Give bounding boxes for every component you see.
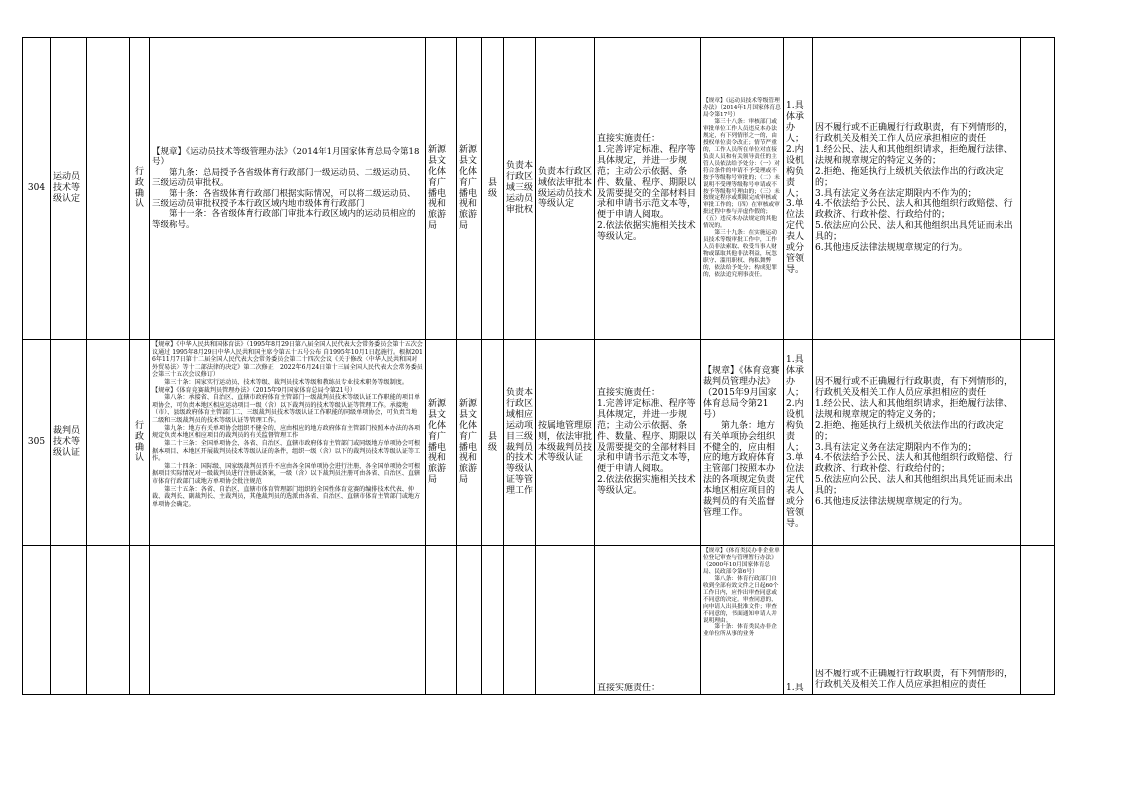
item-name: 裁判员技术等级认证 [51, 340, 87, 546]
responsibility-table [22, 37, 1055, 695]
implementation-duty: 直接实施责任： 1.完善评定标准、程序等具体规定，并进一步规范；主动公示依据、条件、数量、程序、期限以及需要提交的全部材料目录和申请书示范文本等，便于申请人阅取。 2.依法依据实施相关技术等级认定。 [595, 38, 701, 340]
level: 县级 [482, 340, 504, 546]
item-type: 行政确认 [130, 340, 150, 546]
legal-basis: 【规章】《运动员技术等级管理办法》（2014年1月国家体育总局令第18号） 第九条：总局授予各省级体育行政部门一级运动员、二级运动员、三级运动员审批权。 第十条：各省级体育行政部门根据实际情况，可以将二级运动员、三级运动员审批权授予本行政区域内地市级体育行政部门 第十一条：各省级体育行政部门审批本行政区域内的运动员相应的等级称号。 [150, 38, 426, 340]
legal-basis [150, 546, 426, 695]
implementing-agency-2: 新源县文化体育广播电视和旅游局 [457, 38, 482, 340]
implementation-duty: 直接实施责任： [597, 683, 661, 693]
item-type: 行政确认 [130, 38, 150, 340]
table-row [23, 546, 1055, 695]
remark [1021, 546, 1055, 695]
row-number: 305 [23, 340, 51, 546]
responsible-subject-cell [784, 546, 813, 695]
liability-situations: 因不履行或不正确履行行政职责，有下列情形的，行政机关及相关工作人员应承担相应的责任 [815, 669, 1014, 690]
duty-description: 负责本行政区域依法审批本级运动员技术等级认定 [536, 38, 595, 340]
duty-description: 按属地管理原则，依法审批本级裁判员技术等级认证 [536, 340, 595, 546]
item-name: 运动员技术等级认定 [51, 38, 87, 340]
sub-item [87, 38, 130, 340]
remark [1021, 340, 1055, 546]
implementing-agency: 新源县文化体育广播电视和旅游局 [426, 38, 457, 340]
exercise-content: 负责本行政区域相应运动项目三级裁判员的技术等级认证等管理工作 [504, 340, 536, 546]
legal-basis-cell [150, 340, 426, 546]
sub-item [87, 340, 130, 546]
implementing-agency [426, 546, 457, 695]
accountability-basis: 【规章】《体育竞赛裁判员管理办法》（2015年9月国家体育总局令第21号） 第九条：地方有关单项协会组织不健全的，应由相应的地方政府体育主管部门按照本办法的各项规定负责本地区相应项目的裁判员的有关监督管理工作。 [701, 340, 784, 546]
responsible-subject: 1.具 [786, 683, 804, 693]
responsible-subject: 1.具体承办人； 2.内设机构负责人； 3.单位法定代表人或分管领导。 [784, 340, 813, 546]
table-row [23, 340, 1055, 546]
level [482, 546, 504, 695]
level: 县级 [482, 38, 504, 340]
legal-basis: 【规章】《中华人民共和国体育法》（1995年8月29日第八届全国人民代表大会常务委员会第十五次会议通过 1995年8月29日中华人民共和国主席令第五十五号公布 自1995年10月1日起施行。根据2016年11月7日第十二届全国人民代表大会常务委员会第二十四次会议《关于修改〈中华人民共和国对外贸易法〉等十二部法律的决定》第二次修正 2022年6月24日第十三届全国人民代表大会常务委员会第三十五次会议修订） 第三十条：国家实行运动员、技术等级、裁判员技术等级和教练员专业技术职务等级制度。 【规章】《体育竞赛裁判员管理办法》（2015年9月国家体育总局令第21号） 第八条：承接省、自治区、直辖市政府体育主管部门一级裁判员技术等级认证工作职能的项目单项协会，可负责本地区相应运动项目一级（含）以下裁判员的技术等级认证等管理工作。承接地（市）、县级政府体育主管部门二、三级裁判员技术等级认证工作职能的同级单项协会，可负责当地二级和三级裁判员的技术等级认证等管理工作。 第九条：地方有关单项协会组织不健全的，应由相应的地方政府体育主管部门按照本办法的各项规定负责本地区相应项目的裁判员的有关监督管理工作 第二十三条：全国单项协会、各省、自治区、直辖市政府体育主管部门或同级地方单项协会可根据本项目、本地区开展裁判员技术等级认证的条件，组织一级（含）以下的裁判员技术等级认证等工作。 第二十四条：国际级、国家级裁判员晋升不应由各全国单项协会进行注册，各全国单项协会可根据项目实际情况对一级裁判员进行注册或备案，一级（含）以下裁判员注册可由各省、自治区、直辖市体育行政部门或地方单项协会批注规范 第三十五条：各省、自治区、直辖市体育管理部门组织的全国性体育竞赛的编排技术代表、仲裁、裁判长、副裁判长、主裁判员，其他裁判员的选派由各省、自治区、直辖市体育主管部门或地方单项协会确定。 [152, 341, 423, 508]
liability-situations: 因不履行或不正确履行行政职责，有下列情形的，行政机关及相关工作人员应承担相应的责任 1.经公民、法人和其他组织请求，拒绝履行法律、法规和规章规定的特定义务的； 2.拒绝、拖延执行上级机关依法作出的行政决定的； 3.具有法定义务在法定期限内不作为的； 4.不依法给予公民、法人和其他组织行政赔偿、行政救济、行政补偿、行政给付的； 5.依法应向公民、法人和其他组织出具凭证而未出具的； 6.其他违反法律法规规章规定的行为。 [813, 38, 1021, 340]
exercise-content [504, 546, 536, 695]
liability-situations: 因不履行或不正确履行行政职责，有下列情形的，行政机关及相关工作人员应承担相应的责任 1.经公民、法人和其他组织请求，拒绝履行法律、法规和规章规定的特定义务的； 2.拒绝、拖延执行上级机关依法作出的行政决定的； 3.具有法定义务在法定期限内不作为的； 4.不依法给予公民、法人和其他组织行政赔偿、行政救济、行政补偿、行政给付的； 5.依法应向公民、法人和其他组织出具凭证而未出具的； 6.其他违反法律法规规章规定的行为。 [813, 340, 1021, 546]
implementation-duty-cell [595, 546, 701, 695]
implementation-duty: 直接实施责任： 1.完善评定标准、程序等具体规定，并进一步规范；主动公示依据、条件、数量、程序、期限以及需要提交的全部材料目录和申请书示范文本等，便于申请人阅取。 2.依法依据实施相关技术等级认定。 [595, 340, 701, 546]
duty-description [536, 546, 595, 695]
remark [1021, 38, 1055, 340]
implementing-agency: 新源县文化体育广播电视和旅游局 [426, 340, 457, 546]
item-name [51, 546, 87, 695]
implementing-agency-2: 新源县文化体育广播电视和旅游局 [457, 340, 482, 546]
item-type [130, 546, 150, 695]
row-number [23, 546, 51, 695]
sub-item [87, 546, 130, 695]
accountability-basis: 【规章】《体育类民办非企业单位登记审查与管理暂行办法》（2000年10月国家体育总局、民政部令第6号） 第八条：体育行政部门自收到全部有效文件之日起60个工作日内，应作出审查同意或不同意的决定。审查同意的，向申请人出具批准文件；审查不同意的，书面通知申请人并说明理由。 第十条：体育类民办非企业单位所从事的业务 [703, 548, 780, 638]
exercise-content: 负责本行政区域三级运动员审批权 [504, 38, 536, 340]
table-row [23, 38, 1055, 340]
implementing-agency-2 [457, 546, 482, 695]
accountability-basis: 【规章】《运动员技术等级管理办法》（2014年1月国家体育总局令第17号） 第三十八条：审核部门或审批单位工作人员违反本办法规定，有下列情形之一的，由授权单位责令改正；情节严重的，工作人员所在单位对直接负责人员和有关领导责任的主管人员依法给予处分：（一）对符合条件的申请不予受理或不按予等级称号审批的；（二）未说明不受理等级称号申请或不按予等级称号理由的；（三）未按规定程序或期限完成审核或审批工作的；（四）在审核或审批过程中参与弄虚作假的；（五）违反本办法规定的其他情况的。 第三十九条：在实施运动员技术等级审批工作中，工作人员非法索取、收受当事人财物或谋取其他非法利益，玩忽职守、滥用职权、徇私舞弊的，依法给予处分；构成犯罪的，依法追究刑事责任。 [701, 38, 784, 340]
accountability-basis-cell [701, 546, 784, 695]
row-number: 304 [23, 38, 51, 340]
liability-situations-cell [813, 546, 1021, 695]
responsible-subject: 1.具体承办人； 2.内设机构负责人； 3.单位法定代表人或分管领导。 [784, 38, 813, 340]
